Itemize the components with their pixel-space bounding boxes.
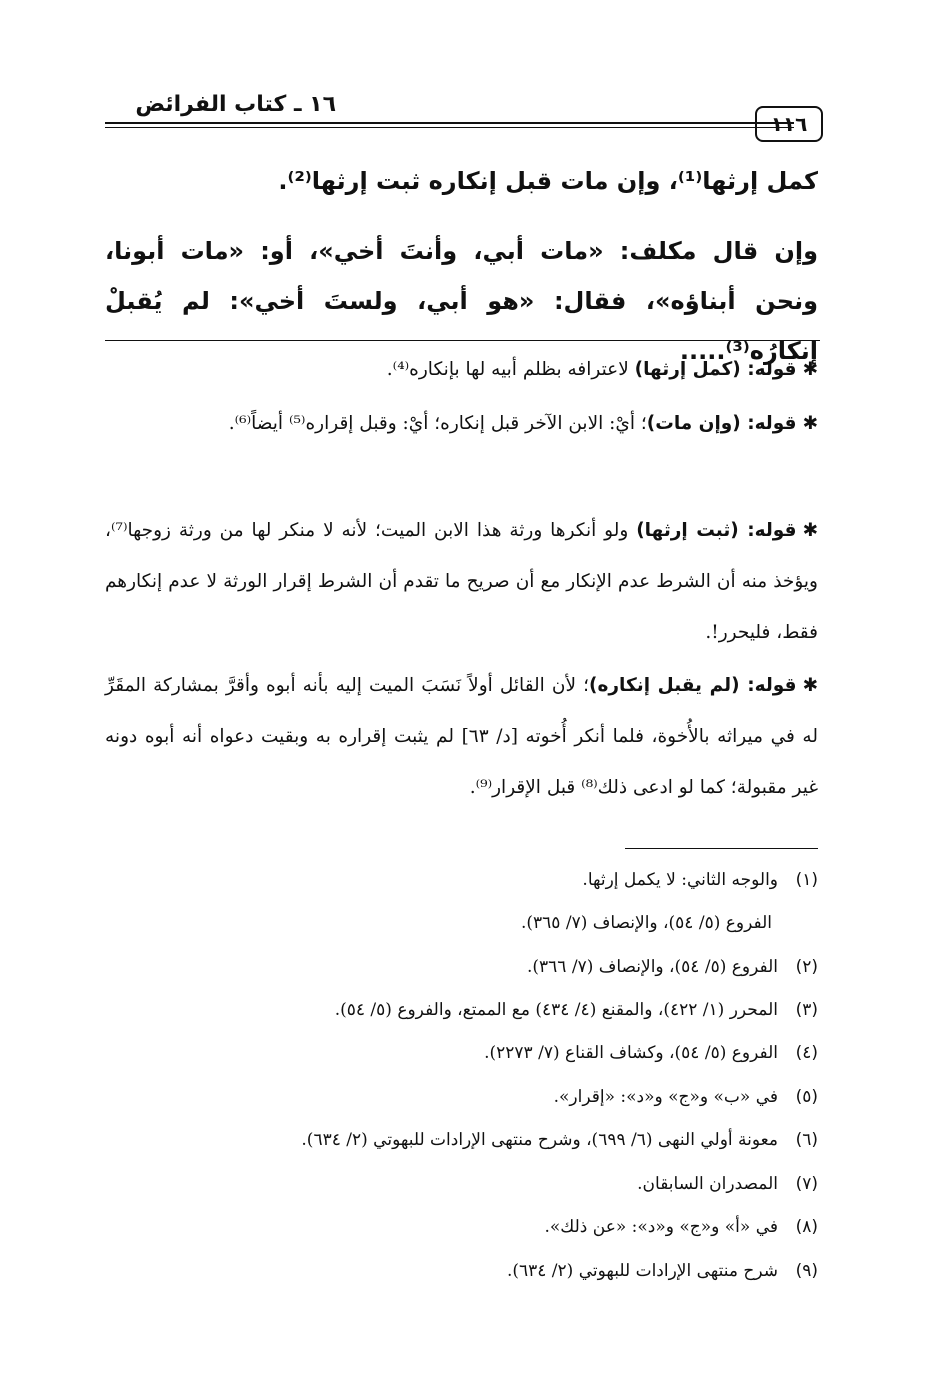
footnote-number: (٧) (795, 1174, 818, 1194)
header-rule (105, 122, 794, 124)
commentary-keyword: قوله: (وإن مات) (646, 413, 797, 434)
footnote-number: (٢) (795, 957, 818, 977)
footnote-number: (٣) (795, 1000, 818, 1020)
footnote-number: (٨) (795, 1217, 818, 1237)
footnote-number: (١) (795, 870, 818, 890)
footnote (150, 998, 818, 1022)
footnote-continuation: الفروع (٥/ ٥٤)، والإنصاف (٧/ ٣٦٥). (520, 913, 772, 933)
commentary-text: ؛ لأن القائل أولاً نَسَبَ الميت إليه بأنه أبوه وأقرَّ بمشاركة المقَرِّ له في ميراثه بالأُخوة، فلما أنكر أُخوته [د/ ٦٣] لم يثبت إقراره به وبقيت دعواه أنه أبوه دونه غير مقبولة؛ كما لو ادعى ذلك⁽⁸⁾ قبل الإقرار⁽⁹⁾. (105, 675, 818, 798)
footnote (150, 1085, 818, 1109)
main-text-line-1: كمل إرثها⁽¹⁾، وإن مات قبل إنكاره ثبت إرثها⁽²⁾. (278, 167, 818, 195)
footnote-text: والوجه الثاني: لا يكمل إرثها. (582, 870, 778, 890)
footnote (150, 955, 818, 979)
footnote (150, 1041, 818, 1065)
footnote-text: المصدران السابقان. (637, 1174, 778, 1194)
commentary-keyword: قوله: (كمل إرثها) (634, 359, 797, 380)
commentary-keyword: قوله: (لم يقبل إنكاره) (589, 675, 797, 696)
commentary-keyword: قوله: (ثبت إرثها) (636, 520, 797, 541)
bullet-star-icon: ✱ (802, 520, 818, 541)
footnote-text: شرح منتهى الإرادات للبهوتي (٢/ ٦٣٤). (506, 1261, 778, 1281)
commentary-item (105, 344, 818, 395)
header-rule-thin (105, 127, 794, 128)
footnote (150, 1128, 818, 1152)
footnote (150, 1215, 818, 1239)
footnote (150, 1259, 818, 1283)
footnote-text: معونة أولي النهى (٦/ ٦٩٩)، وشرح منتهى الإرادات للبهوتي (٢/ ٦٣٤). (301, 1130, 778, 1150)
footnote-number: (٥) (795, 1087, 818, 1107)
commentary-text: ولو أنكرها ورثة هذا الابن الميت؛ لأنه لا منكر لها من ورثة زوجها⁽⁷⁾، ويؤخذ منه أن الشرط عدم الإنكار مع أن صريح ما تقدم أن الشرط إقرار الورثة لا عدم إنكارهم فقط، فليحرر!. (105, 520, 818, 643)
footnote (150, 1172, 818, 1196)
footnote-number: (٩) (795, 1261, 818, 1281)
footnote-text: في «ب» و«ج» و«د»: «إقرار». (553, 1087, 778, 1107)
main-commentary-separator (105, 340, 820, 341)
main-text-paragraph-2: وإن قال مكلف: «مات أبي، وأنتَ أخي»، أو: «مات أبونا، ونحن أبناؤه»، فقال: «هو أبي، ولستَ أخي»: لم يُقبلْ إنكارُه⁽³⁾..... (105, 237, 818, 365)
commentary-item (105, 398, 818, 449)
commentary-item (105, 660, 818, 813)
footnote-text: الفروع (٥/ ٥٤)، والإنصاف (٧/ ٣٦٦). (526, 957, 778, 977)
commentary-text: لاعترافه بظلم أبيه لها بإنكاره⁽⁴⁾. (386, 359, 635, 380)
footnote-text: الفروع (٥/ ٥٤)، وكشاف القناع (٧/ ٢٢٧٣). (484, 1043, 778, 1063)
footnote-text: المحرر (١/ ٤٢٢)، والمقنع (٤/ ٤٣٤) مع الممتع، والفروع (٥/ ٥٤). (334, 1000, 778, 1020)
footnote-number: (٦) (795, 1130, 818, 1150)
footnote (150, 868, 818, 892)
bullet-star-icon: ✱ (802, 413, 818, 434)
footnote-text: في «أ» و«ج» و«د»: «عن ذلك». (544, 1217, 778, 1237)
bullet-star-icon: ✱ (802, 675, 818, 696)
commentary-text: ؛ أيْ: الابن الآخر قبل إنكاره؛ أيْ: وقبل إقراره⁽⁵⁾ أيضاً⁽⁶⁾. (228, 413, 647, 434)
bullet-star-icon: ✱ (802, 359, 818, 380)
footnote-separator (625, 848, 818, 849)
page-number: ١١٦ (755, 106, 823, 142)
running-header-title: ١٦ ـ كتاب الفرائض (135, 92, 336, 117)
commentary-item (105, 505, 818, 658)
footnote-number: (٤) (795, 1043, 818, 1063)
